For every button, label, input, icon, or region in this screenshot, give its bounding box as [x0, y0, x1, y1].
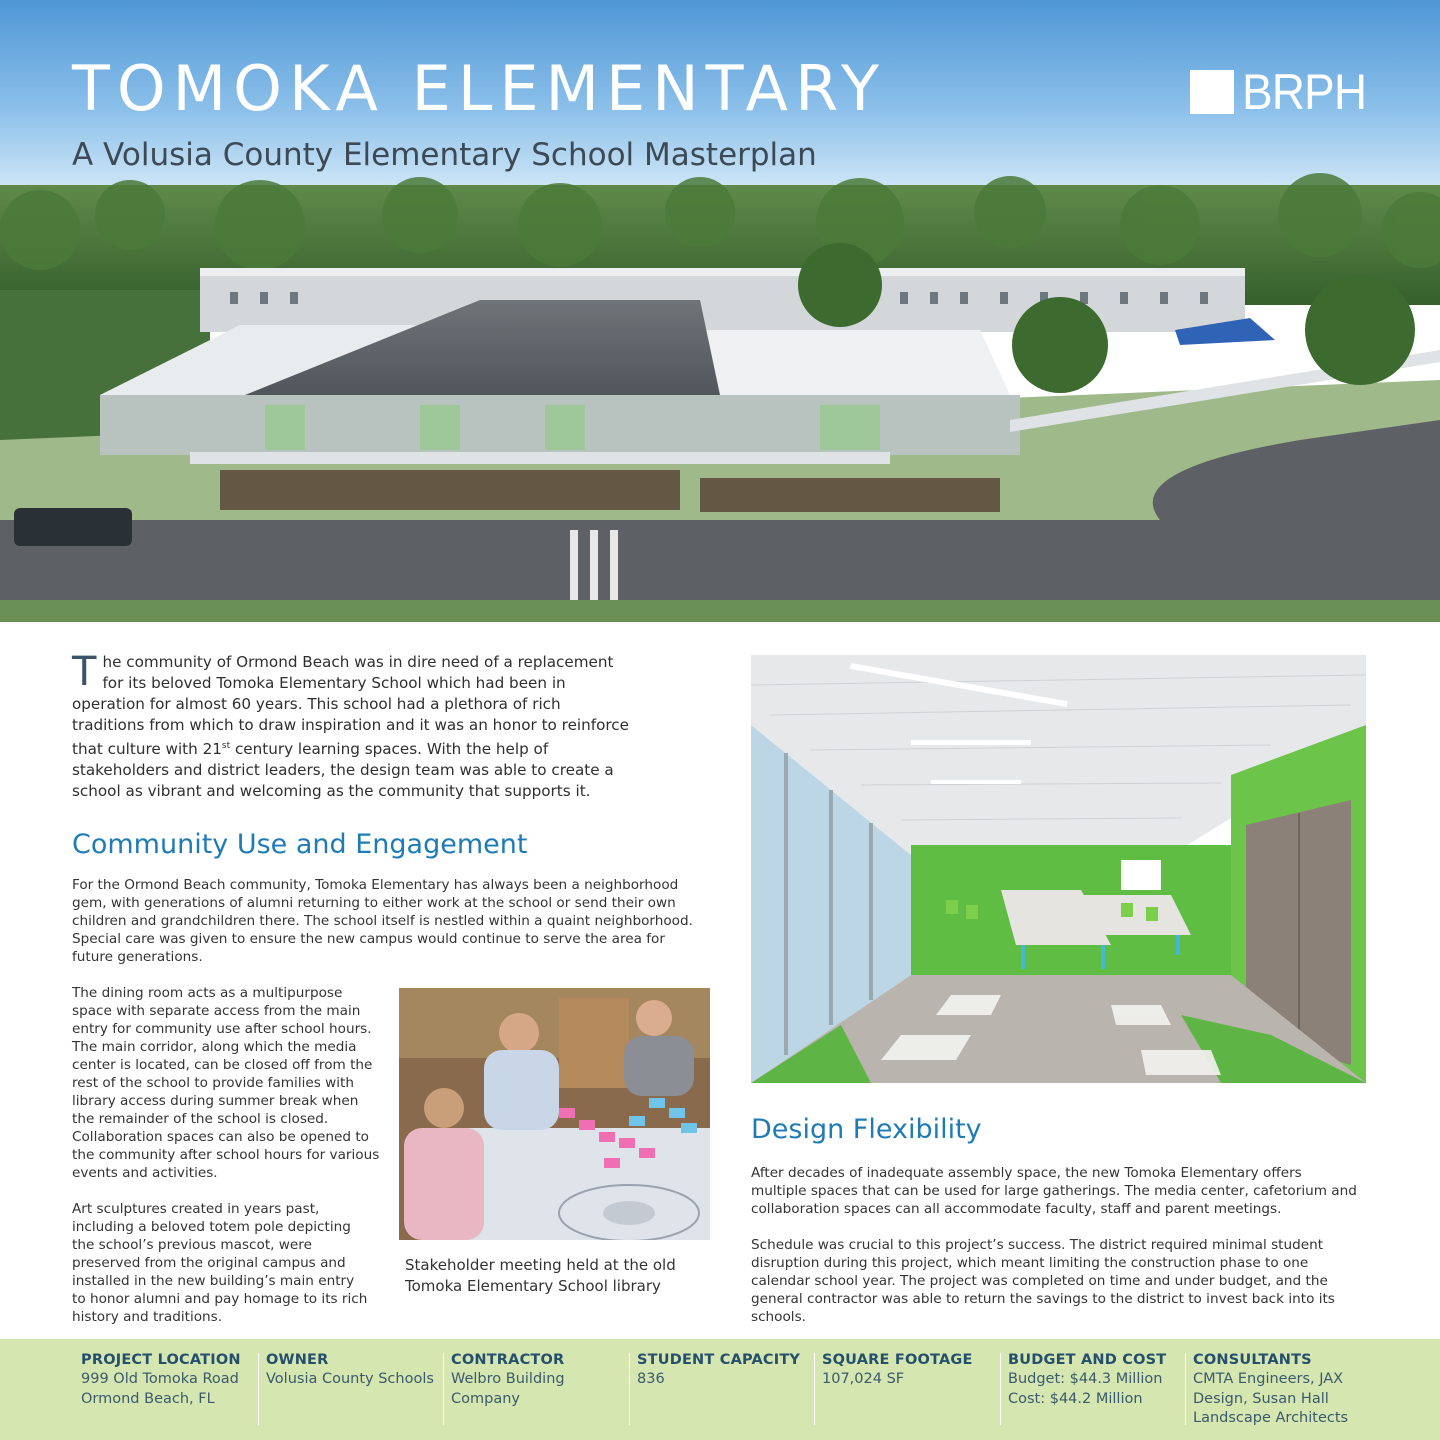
stakeholder-meeting-photo: [399, 988, 710, 1240]
footer-divider: [629, 1353, 630, 1425]
fact-value: CMTA Engineers, JAX: [1193, 1371, 1344, 1387]
classroom-photo: [751, 655, 1366, 1083]
community-paragraph-3: Art sculptures created in years past, including a beloved totem pole depicting the school’s previous mascot, were preserved from the original campus and installed in the new building’s main entry to honor alumni and pay homage to its rich history and traditions.: [72, 1201, 368, 1325]
hero-aerial-photo: [0, 0, 1440, 622]
classroom-illustration: [751, 655, 1366, 1083]
meeting-illustration: [399, 988, 710, 1240]
fact-label: STUDENT CAPACITY: [637, 1352, 801, 1368]
footer-divider: [1185, 1353, 1186, 1425]
flexibility-paragraph-1: After decades of inadequate assembly space, the new Tomoka Elementary offers multiple spaces that can be used for large gatherings. The media center, cafetorium and collaboration spaces can all accommodate faculty, staff and parent meetings.: [751, 1165, 1357, 1217]
fact-label: BUDGET AND COST: [1008, 1352, 1167, 1368]
intro-text-2: century learning spaces. With the help of stakeholders and district leaders, the design team was able to create a school as vibrant and welcoming as the community that supports it.: [72, 740, 614, 801]
logo-square-icon: [1190, 70, 1234, 114]
community-paragraph-1: For the Ormond Beach community, Tomoka Elementary has always been a neighborhood gem, with generations of alumni returning to either work at the school or send their own children and grandchildren there. The school itself is nestled within a quaint neighborhood. Special care was given to ensure the new campus would continue to serve the area for future generations.: [72, 877, 693, 965]
flexibility-paragraph-2: Schedule was crucial to this project’s success. The district required minimal student disruption during this project, which meant limiting the construction phase to one calendar school year. The project was completed on time and under budget, and the general contractor was able to return the savings to the district to invest back into its schools.: [751, 1237, 1335, 1325]
fact-value: Cost: $44.2 Million: [1008, 1390, 1143, 1407]
community-paragraph-2: The dining room acts as a multipurpose space with separate access from the main entry for community use after school hours. The main corridor, along which the media center is located, can be closed off from the rest of the school to provide families with library access during summer break when the remainder of the school is closed. Collaboration spaces can also be opened to the community after school hours for various events and activities.: [72, 985, 380, 1181]
drop-cap: T: [72, 649, 97, 695]
flexibility-heading: Design Flexibility: [751, 1114, 982, 1145]
intro-paragraph: [72, 649, 637, 802]
fact-value: Budget: $44.3 Million: [1008, 1371, 1163, 1387]
fact-value: 107,024 SF: [822, 1371, 905, 1387]
photo-caption: Stakeholder meeting held at the old Tomoka Elementary School library: [405, 1256, 676, 1295]
fact-value: 999 Old Tomoka Road: [81, 1371, 239, 1387]
page-title: TOMOKA ELEMENTARY: [72, 52, 887, 125]
fact-label: CONTRACTOR: [451, 1352, 565, 1368]
fact-project-location: [81, 1339, 257, 1427]
fact-contractor: [451, 1339, 627, 1427]
fact-label: CONSULTANTS: [1193, 1352, 1312, 1368]
fact-value: Ormond Beach, FL: [81, 1390, 215, 1407]
fact-budget-and-cost: [1008, 1339, 1184, 1427]
fact-value: Landscape Architects: [1193, 1410, 1349, 1426]
fact-consultants: [1193, 1339, 1393, 1427]
fact-value: Welbro Building: [451, 1371, 565, 1387]
community-heading: Community Use and Engagement: [72, 829, 528, 860]
footer-divider: [1000, 1353, 1001, 1425]
fact-value: Volusia County Schools: [266, 1371, 434, 1387]
fact-label: SQUARE FOOTAGE: [822, 1352, 973, 1368]
fact-value: 836: [637, 1371, 665, 1387]
page-subtitle: A Volusia County Elementary School Masterplan: [72, 137, 817, 173]
fact-label: PROJECT LOCATION: [81, 1352, 241, 1368]
intro-superscript: st: [221, 741, 231, 751]
footer-divider: [443, 1353, 444, 1425]
project-facts-bar: [0, 1339, 1440, 1440]
intro-text-1: he community of Ormond Beach was in dire need of a replacement for its beloved Tomoka Elementary School which had been in operation for almost 60 years. This school had a plethora of rich traditions from which to draw inspiration and it was an honor to reinforce that culture with 21: [72, 653, 629, 759]
logo-text: BRPH: [1242, 64, 1367, 120]
fact-owner: [266, 1339, 442, 1427]
fact-student-capacity: [637, 1339, 813, 1427]
fact-square-footage: [822, 1339, 998, 1427]
fact-value: Design, Susan Hall: [1193, 1390, 1329, 1407]
footer-divider: [814, 1353, 815, 1425]
fact-value: Company: [451, 1390, 520, 1407]
brph-logo: [1190, 64, 1377, 120]
fact-label: OWNER: [266, 1352, 329, 1368]
footer-divider: [258, 1353, 259, 1425]
